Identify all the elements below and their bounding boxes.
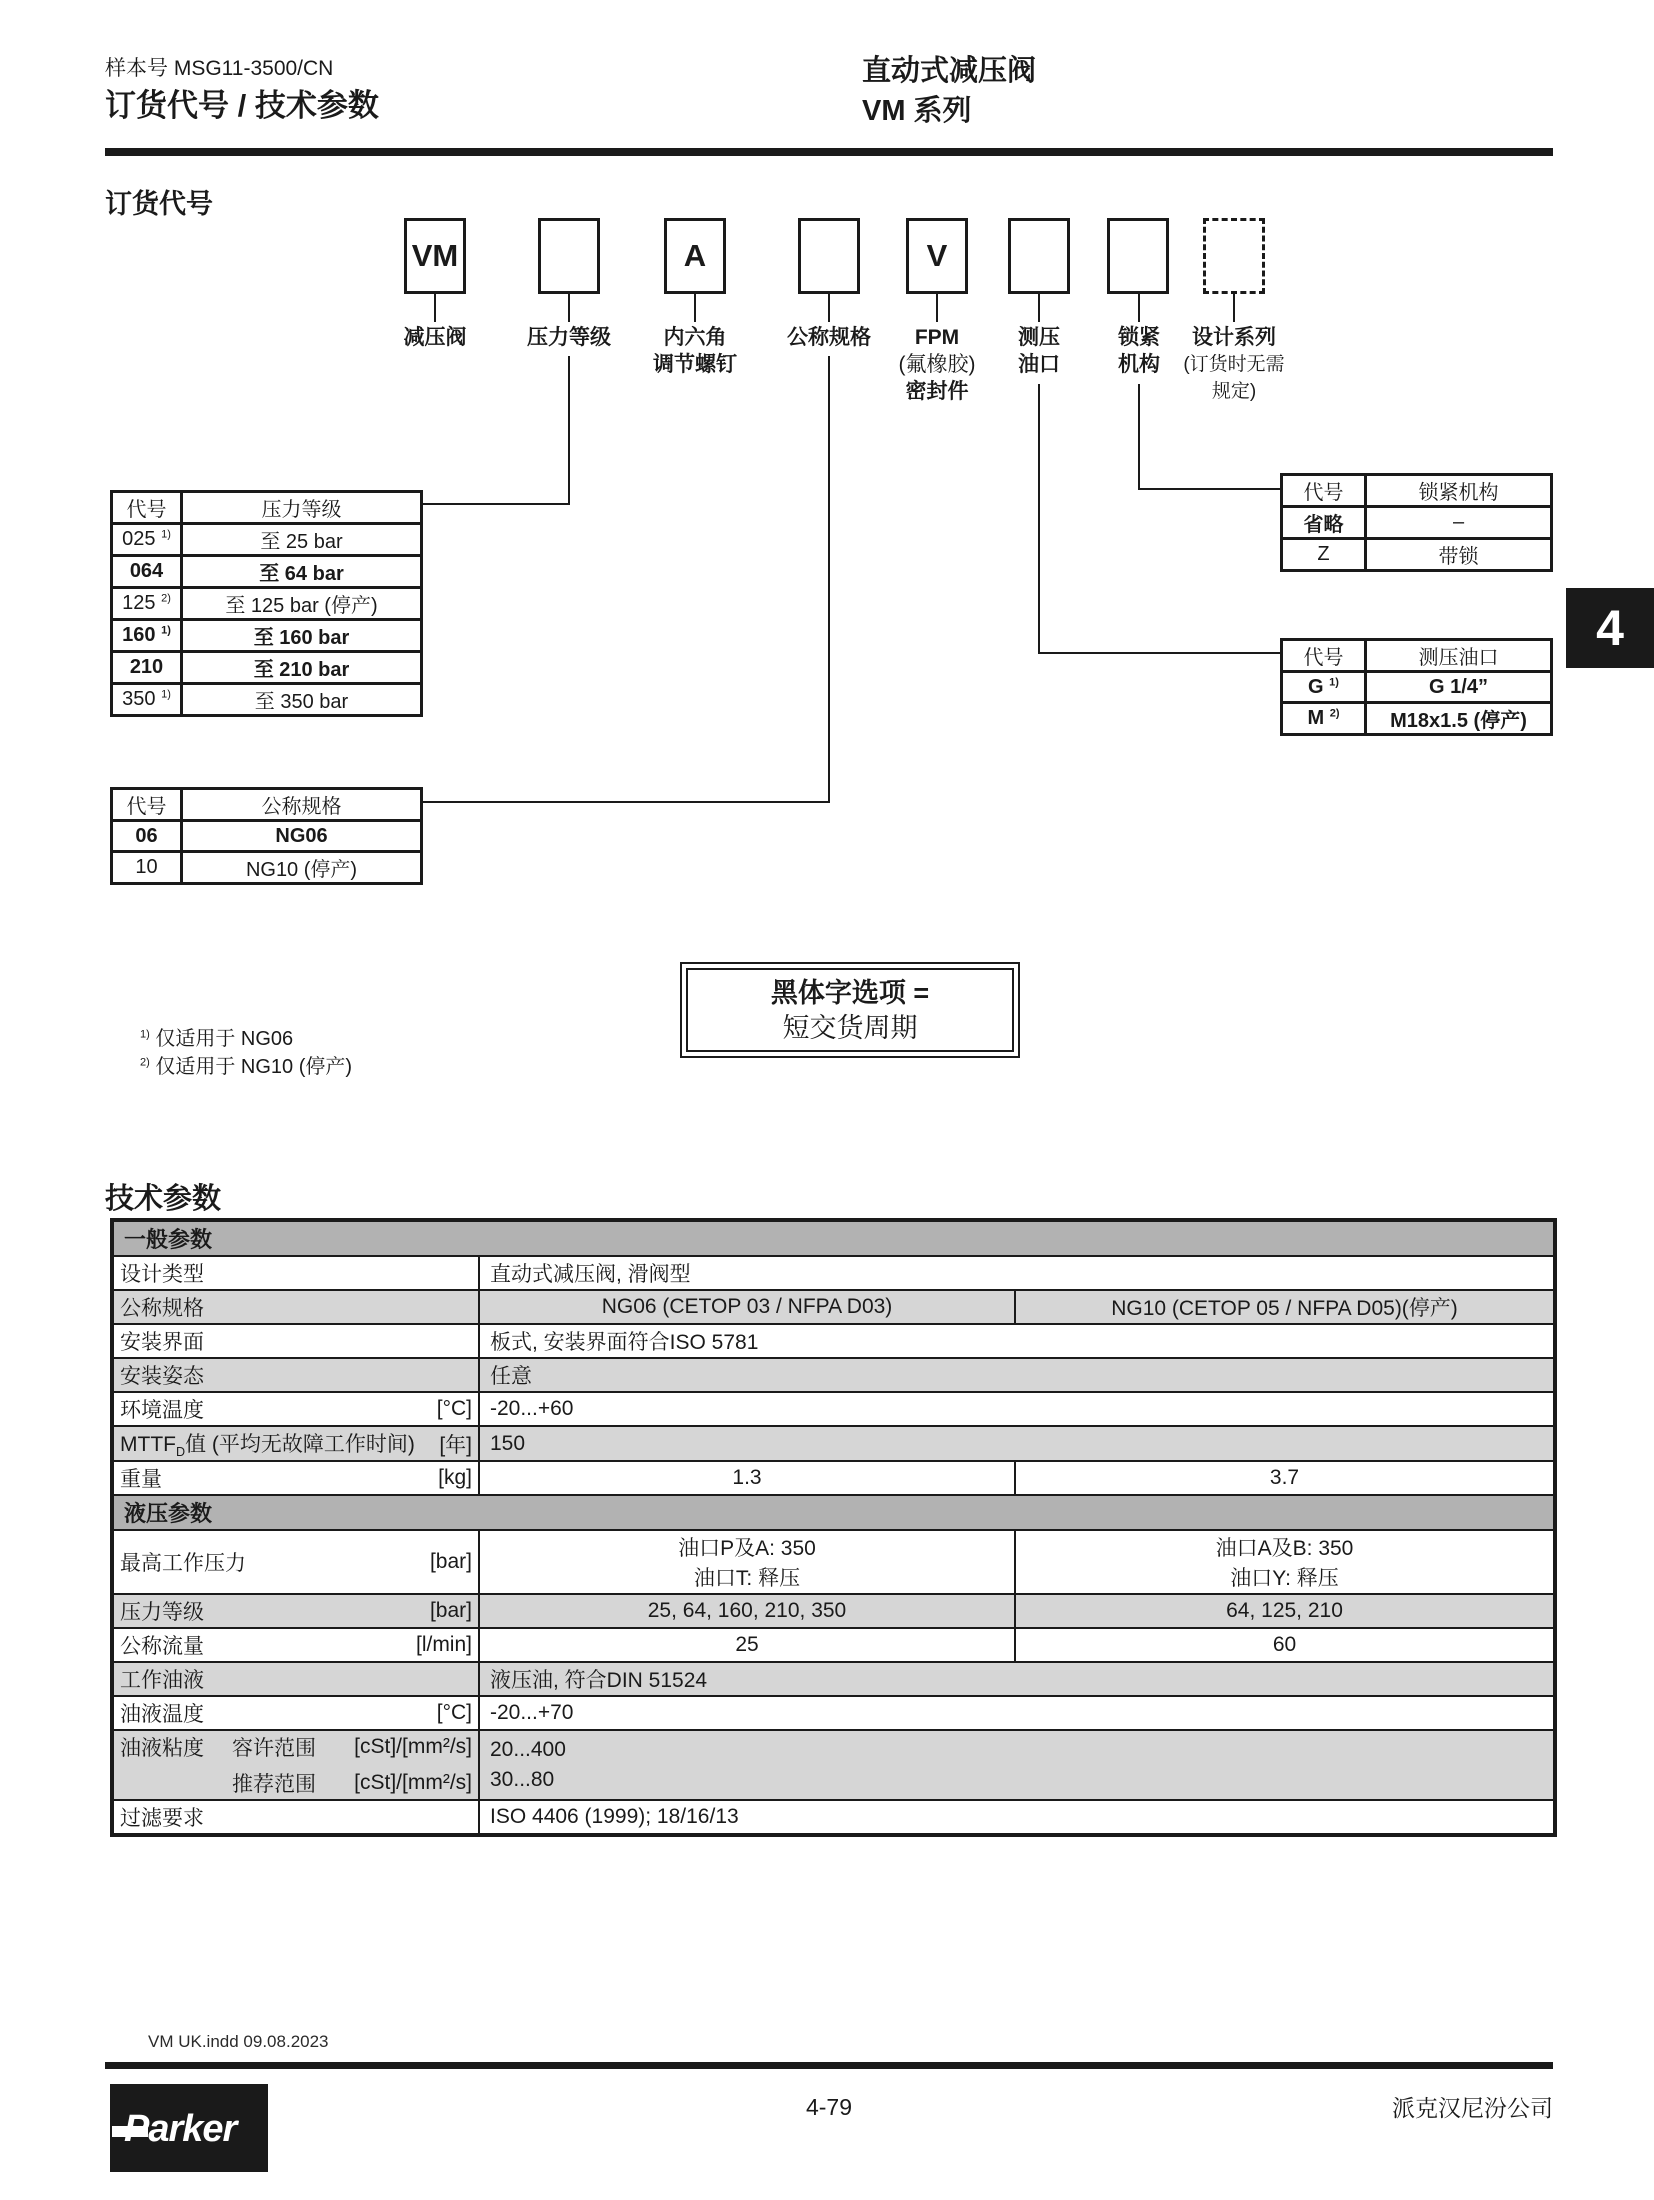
page-title: 订货代号 / 技术参数 [105, 88, 379, 123]
row-value-ng06: NG06 (CETOP 03 / NFPA D03) [479, 1290, 1015, 1324]
row-fluid [112, 1662, 1555, 1696]
table-header-row [112, 492, 422, 524]
code-cell: G $^{1)}$ [1282, 672, 1366, 703]
code-box-seal: V [906, 218, 968, 294]
code-box-design-series [1203, 218, 1265, 294]
row-label-cell: 压力等级 [bar] [112, 1594, 479, 1628]
label-line: 设计系列 [1192, 326, 1276, 349]
label-line: 减压阀 [403, 326, 467, 349]
row-value-ng10: 3.7 [1015, 1461, 1555, 1495]
table-row [1282, 507, 1552, 539]
row-weight [112, 1461, 1555, 1495]
unit-label: [cSt]/[mm²/s] [354, 1735, 472, 1759]
unit-label: [bar] [429, 1599, 472, 1623]
mttfd-label: $MTTF_D$值 (平均无故障工作时间) [120, 1433, 415, 1460]
header-cell: 代号 [112, 789, 182, 821]
row-value-cell: -20...+60 [479, 1392, 1555, 1426]
row-ambient-temperature [112, 1392, 1555, 1426]
desc-cell: 至 25 bar [182, 524, 422, 556]
row-value-ng10: 油口A及B: 350 油口Y: 释压 [1015, 1530, 1555, 1594]
note-line: 短交货周期 [782, 1013, 918, 1043]
desc-cell: 至 64 bar [182, 556, 422, 588]
desc-cell: NG06 [182, 821, 422, 852]
connector [1038, 294, 1040, 322]
row-label-cell: 工作油液 [112, 1662, 479, 1696]
code-cell: 10 [112, 852, 182, 884]
header-rule [105, 148, 1553, 156]
nominal-size-table [110, 787, 423, 885]
footer-rule [105, 2062, 1553, 2069]
parker-logo-text: Parker [124, 2108, 237, 2150]
row-value-cell: 直动式减压阀, 滑阀型 [479, 1256, 1555, 1290]
footnote-2: $^{2)}$ 仅适用于 NG10 (停产) [140, 1056, 353, 1078]
header-cell: 代号 [1282, 475, 1366, 507]
connector-size [420, 801, 830, 803]
connector [1138, 294, 1140, 322]
company-name: 派克汉尼汾公司 [1392, 2095, 1553, 2121]
desc-cell: 至 350 bar [182, 684, 422, 716]
code-cell: 省略 [1282, 507, 1366, 539]
connector-gauge [1038, 652, 1280, 654]
row-value-cell: 板式, 安装界面符合ISO 5781 [479, 1324, 1555, 1358]
code-cell: 210 [112, 652, 182, 684]
row-label-cell: 设计类型 [112, 1256, 479, 1290]
row-value-cell: 150 [479, 1426, 1555, 1461]
row-value-ng06: 25 [479, 1628, 1015, 1662]
desc-cell: G 1/4” [1366, 672, 1552, 703]
row-pressure-stages [112, 1594, 1555, 1628]
header-cell: 压力等级 [182, 492, 422, 524]
unit-label: [年] [439, 1433, 472, 1457]
desc-cell: NG10 (停产) [182, 852, 422, 884]
row-value-ng06: 1.3 [479, 1461, 1015, 1495]
tech-section-title: 技术参数 [105, 1183, 222, 1215]
label-line: 测压 [1018, 326, 1060, 349]
label-line: FPM [914, 326, 960, 349]
unit-label: [l/min] [415, 1633, 472, 1657]
row-mounting-interface [112, 1324, 1555, 1358]
header-cell: 公称规格 [182, 789, 422, 821]
label-line: 调节螺钉 [653, 353, 737, 376]
code-box-valve: VM [404, 218, 466, 294]
label-line: 机构 [1118, 353, 1160, 376]
pressure-grade-table [110, 490, 423, 717]
row-nominal-flow [112, 1628, 1555, 1662]
table-header-row [1282, 640, 1552, 672]
connector-gauge [1038, 384, 1040, 654]
row-viscosity [112, 1730, 1555, 1800]
row-label-cell: 最高工作压力 [bar] [112, 1530, 479, 1594]
connector [828, 294, 830, 322]
row-fluid-temperature [112, 1696, 1555, 1730]
chapter-tab: 4 [1566, 588, 1654, 668]
doc-number: 样本号 MSG11-3500/CN [105, 57, 334, 80]
header-cell: 代号 [112, 492, 182, 524]
label-line: 内六角 [663, 326, 727, 349]
label-line: 锁紧 [1118, 326, 1160, 349]
row-label-cell: 环境温度 [°C] [112, 1392, 479, 1426]
table-row [112, 588, 422, 620]
table-row [112, 556, 422, 588]
row-label-cell: 安装姿态 [112, 1358, 479, 1392]
connector [694, 294, 696, 322]
section-header-label: 液压参数 [112, 1495, 1555, 1530]
row-value-cell: 液压油, 符合DIN 51524 [479, 1662, 1555, 1696]
row-filtration [112, 1800, 1555, 1835]
row-label-cell: 安装界面 [112, 1324, 479, 1358]
unit-label: [°C] [436, 1397, 472, 1420]
desc-cell: 至 125 bar (停产) [182, 588, 422, 620]
label-line: 压力等级 [527, 326, 611, 349]
row-label-cell: 重量 [kg] [112, 1461, 479, 1495]
header-cell: 测压油口 [1366, 640, 1552, 672]
table-row [112, 620, 422, 652]
connector-lock [1138, 488, 1280, 490]
code-cell: 160 $^{1)}$ [112, 620, 182, 652]
label-line: (订货时无需 [1183, 354, 1285, 375]
row-label-cell: 公称流量 [l/min] [112, 1628, 479, 1662]
connector [936, 294, 938, 322]
code-box-lock [1107, 218, 1169, 294]
row-value-ng10: NG10 (CETOP 05 / NFPA D05)(停产) [1015, 1290, 1555, 1324]
row-max-pressure [112, 1530, 1555, 1594]
code-cell: 350 $^{1)}$ [112, 684, 182, 716]
code-cell: Z [1282, 539, 1366, 571]
file-note: VM UK.indd 09.08.2023 [148, 2032, 329, 2051]
tech-table [110, 1218, 1557, 1837]
table-row [112, 684, 422, 716]
table-header-row [112, 789, 422, 821]
row-value-ng10: 64, 125, 210 [1015, 1594, 1555, 1628]
table-row [112, 852, 422, 884]
code-box-gauge-port [1008, 218, 1070, 294]
section-header-label: 一般参数 [112, 1220, 1555, 1256]
unit-label: [bar] [429, 1550, 472, 1574]
label-design-series [1154, 324, 1314, 405]
connector-pressure [420, 503, 570, 505]
code-box-adjustment: A [664, 218, 726, 294]
row-label-cell: 公称规格 [112, 1290, 479, 1324]
label-line: (氟橡胶) [898, 353, 976, 376]
row-nominal-size [112, 1290, 1555, 1324]
connector [434, 294, 436, 322]
row-value-cell: 任意 [479, 1358, 1555, 1392]
connector [1233, 294, 1235, 322]
connector-size [828, 356, 830, 803]
row-label-cell [112, 1426, 479, 1461]
row-value-cell: ISO 4406 (1999); 18/16/13 [479, 1800, 1555, 1835]
label-line: 规定) [1211, 381, 1257, 402]
desc-cell: 至 210 bar [182, 652, 422, 684]
note-line: 黑体字选项 = [770, 978, 930, 1008]
series-title: VM 系列 [862, 95, 972, 127]
row-value-ng10: 60 [1015, 1628, 1555, 1662]
row-label-cell: 油液粘度 容许范围 [cSt]/[mm²/s] 推荐范围 [cSt]/[mm²/s] [112, 1730, 479, 1800]
row-label-cell: 油液温度 [°C] [112, 1696, 479, 1730]
table-row [1282, 703, 1552, 735]
code-cell: 025 $^{1)}$ [112, 524, 182, 556]
table-row [112, 524, 422, 556]
code-cell: 064 [112, 556, 182, 588]
section-header-hydraulic [112, 1495, 1555, 1530]
row-value-ng06: 25, 64, 160, 210, 350 [479, 1594, 1015, 1628]
table-row [112, 652, 422, 684]
row-mounting-position [112, 1358, 1555, 1392]
code-cell: 06 [112, 821, 182, 852]
product-title: 直动式减压阀 [862, 55, 1037, 87]
table-header-row [1282, 475, 1552, 507]
table-row [1282, 672, 1552, 703]
label-line: 密封件 [905, 380, 969, 403]
table-row [112, 821, 422, 852]
connector [568, 294, 570, 322]
table-row [1282, 539, 1552, 571]
row-value-cell: -20...+70 [479, 1696, 1555, 1730]
code-box-pressure-grade [538, 218, 600, 294]
ordering-section-title: 订货代号 [105, 189, 213, 219]
code-box-size [798, 218, 860, 294]
row-mttfd [112, 1426, 1555, 1461]
gauge-port-table [1280, 638, 1553, 736]
label-line: 公称规格 [787, 326, 871, 349]
page-number: 4-79 [805, 2094, 853, 2120]
bold-option-note [680, 962, 1020, 1058]
label-line: 油口 [1018, 353, 1060, 376]
desc-cell: 至 160 bar [182, 620, 422, 652]
desc-cell: – [1366, 507, 1552, 539]
unit-label: [kg] [438, 1466, 472, 1490]
row-label-cell: 过滤要求 [112, 1800, 479, 1835]
header-cell: 锁紧机构 [1366, 475, 1552, 507]
connector-pressure [568, 356, 570, 505]
footnote-1: $^{1)}$ 仅适用于 NG06 [140, 1028, 294, 1050]
header-cell: 代号 [1282, 640, 1366, 672]
connector-lock [1138, 384, 1140, 490]
code-cell: M $^{2)}$ [1282, 703, 1366, 735]
unit-label: [cSt]/[mm²/s] [354, 1771, 472, 1795]
desc-cell: M18x1.5 (停产) [1366, 703, 1552, 735]
row-value-cell: 20...400 30...80 [479, 1730, 1555, 1800]
lock-table [1280, 473, 1553, 572]
row-value-ng06: 油口P及A: 350 油口T: 释压 [479, 1530, 1015, 1594]
section-header-general [112, 1220, 1555, 1256]
code-cell: 125 $^{2)}$ [112, 588, 182, 620]
desc-cell: 带锁 [1366, 539, 1552, 571]
row-design-type [112, 1256, 1555, 1290]
unit-label: [°C] [436, 1701, 472, 1725]
bold-option-note-inner [686, 968, 1014, 1052]
